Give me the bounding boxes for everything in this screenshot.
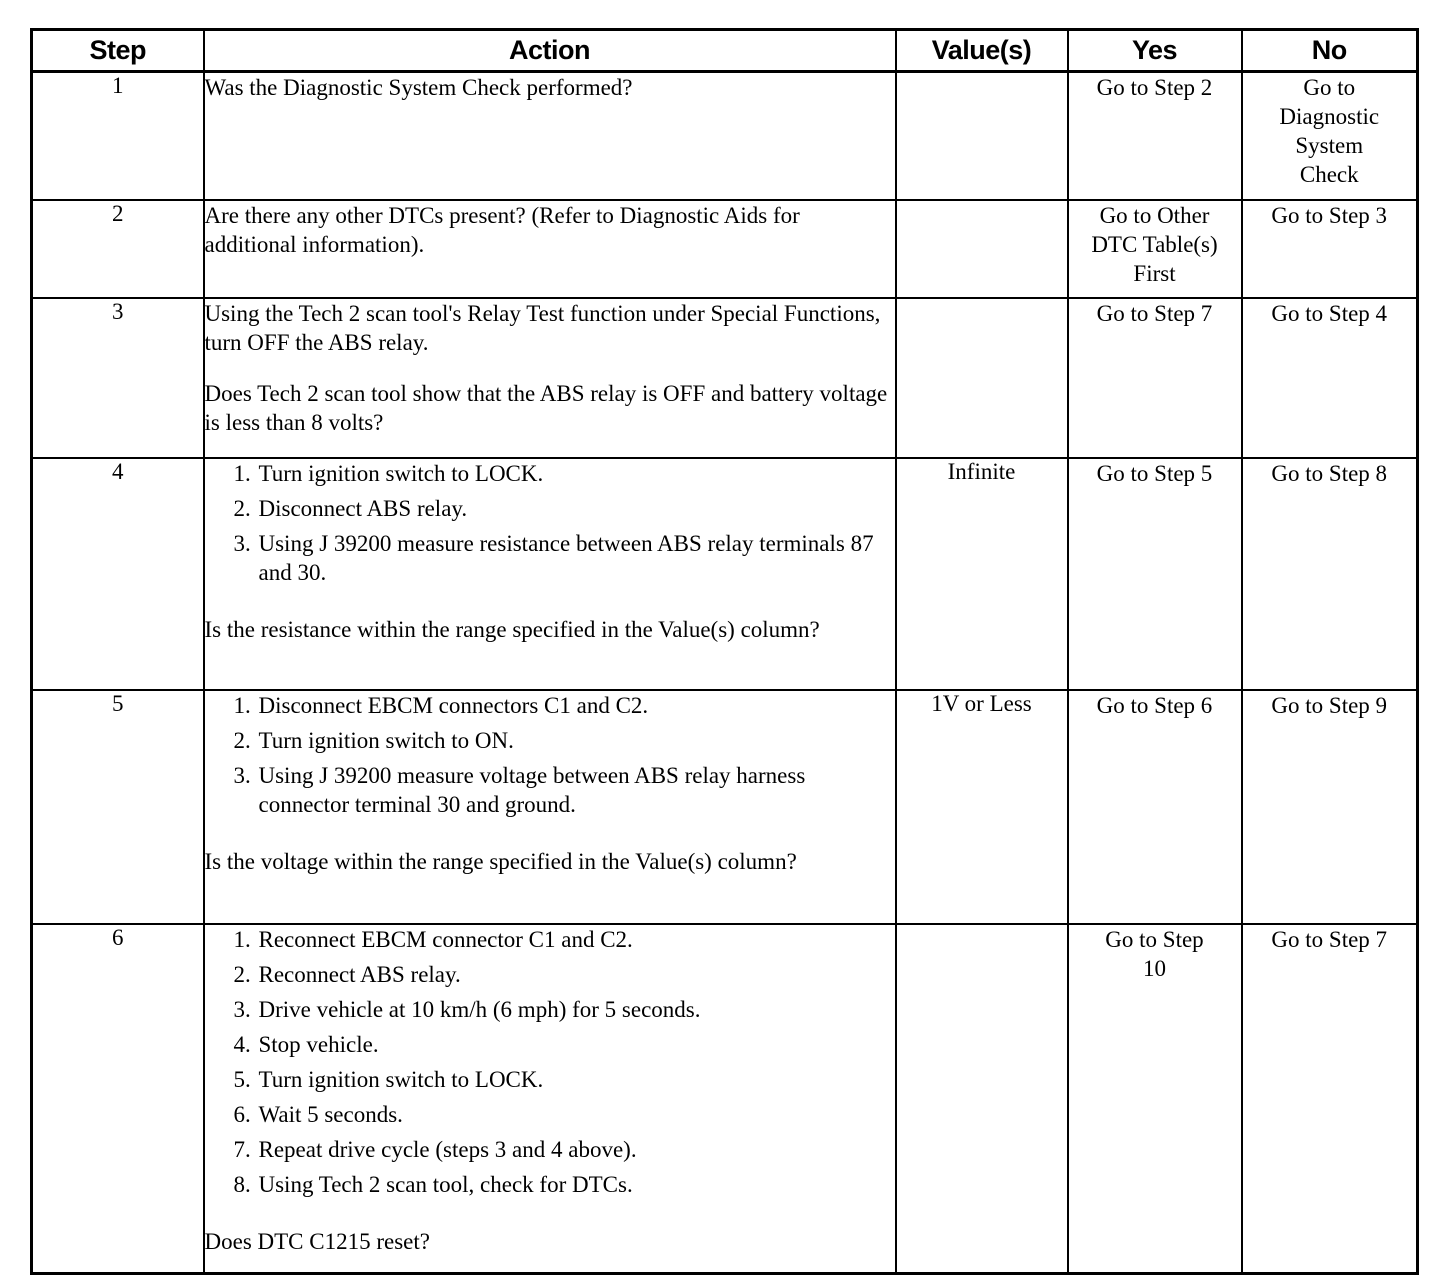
step-number: 1 [32,72,204,200]
step-number: 5 [32,690,204,924]
list-item: 3. Using J 39200 measure resistance between ABS relay terminals 87 and 30. [257,529,895,587]
header-row [32,30,1418,72]
no-cell: Go to Step 4 [1242,298,1418,458]
step-number: 6 [32,924,204,1274]
yes-cell: Go to Step 5 [1068,458,1242,690]
no-cell: Go to Step 3 [1242,200,1418,298]
yes-cell: Go to Step 7 [1068,298,1242,458]
action-cell [204,200,896,298]
header-values: Value(s) [896,30,1068,72]
action-question: Does DTC C1215 reset? [204,1228,430,1254]
diagnostic-table [30,28,1419,1275]
list-item: 2. Disconnect ABS relay. [257,494,895,523]
header-action: Action [204,30,896,72]
substep-list [205,691,895,819]
yes-cell: Go to Step 6 [1068,690,1242,924]
value-cell: 1V or Less [896,690,1068,924]
step-number: 4 [32,458,204,690]
value-cell [896,200,1068,298]
action-text: Was the Diagnostic System Check performed? [204,75,633,100]
list-item: 2. Turn ignition switch to ON. [257,726,895,755]
action-text: Are there any other DTCs present? (Refer to Diagnostic Aids for additional information). [204,202,800,257]
yes-cell: Go to Step 10 [1068,924,1242,1274]
list-item: 3. Drive vehicle at 10 km/h (6 mph) for 5 seconds. [257,995,895,1024]
list-item: 1. Reconnect EBCM connector C1 and C2. [257,925,895,954]
table-row [32,458,1418,690]
table-row [32,298,1418,458]
substep-list [205,459,895,587]
no-cell: Go to Step 9 [1242,690,1418,924]
action-cell [204,298,896,458]
action-question: Does Tech 2 scan tool show that the ABS relay is OFF and battery voltage is less than 8 volts? [204,380,888,435]
table-row [32,690,1418,924]
yes-cell: Go to Step 2 [1068,72,1242,200]
list-item: 3. Using J 39200 measure voltage between ABS relay harness connector terminal 30 and ground. [257,761,895,819]
no-cell: Go to Diagnostic System Check [1242,72,1418,200]
action-cell [204,924,896,1274]
no-cell: Go to Step 8 [1242,458,1418,690]
table-row [32,200,1418,298]
header-no: No [1242,30,1418,72]
value-cell [896,72,1068,200]
action-question: Is the resistance within the range specified in the Value(s) column? [204,616,820,642]
list-item: 5. Turn ignition switch to LOCK. [257,1065,895,1094]
step-number: 3 [32,298,204,458]
list-item: 4. Stop vehicle. [257,1030,895,1059]
list-item: 6. Wait 5 seconds. [257,1100,895,1129]
list-item: 7. Repeat drive cycle (steps 3 and 4 above). [257,1135,895,1164]
table-row [32,72,1418,200]
action-cell [204,72,896,200]
header-yes: Yes [1068,30,1242,72]
yes-cell: Go to Other DTC Table(s) First [1068,200,1242,298]
step-number: 2 [32,200,204,298]
substep-list [205,925,895,1199]
header-step: Step [32,30,204,72]
action-cell [204,690,896,924]
value-cell [896,924,1068,1274]
table-row [32,924,1418,1274]
no-cell: Go to Step 7 [1242,924,1418,1274]
list-item: 1. Disconnect EBCM connectors C1 and C2. [257,691,895,720]
list-item: 1. Turn ignition switch to LOCK. [257,459,895,488]
action-cell [204,458,896,690]
value-cell: Infinite [896,458,1068,690]
list-item: 2. Reconnect ABS relay. [257,960,895,989]
action-question: Is the voltage within the range specified in the Value(s) column? [204,848,797,874]
value-cell [896,298,1068,458]
list-item: 8. Using Tech 2 scan tool, check for DTCs. [257,1170,895,1199]
action-text: Using the Tech 2 scan tool's Relay Test function under Special Functions, turn OFF the ABS relay. [204,300,881,355]
